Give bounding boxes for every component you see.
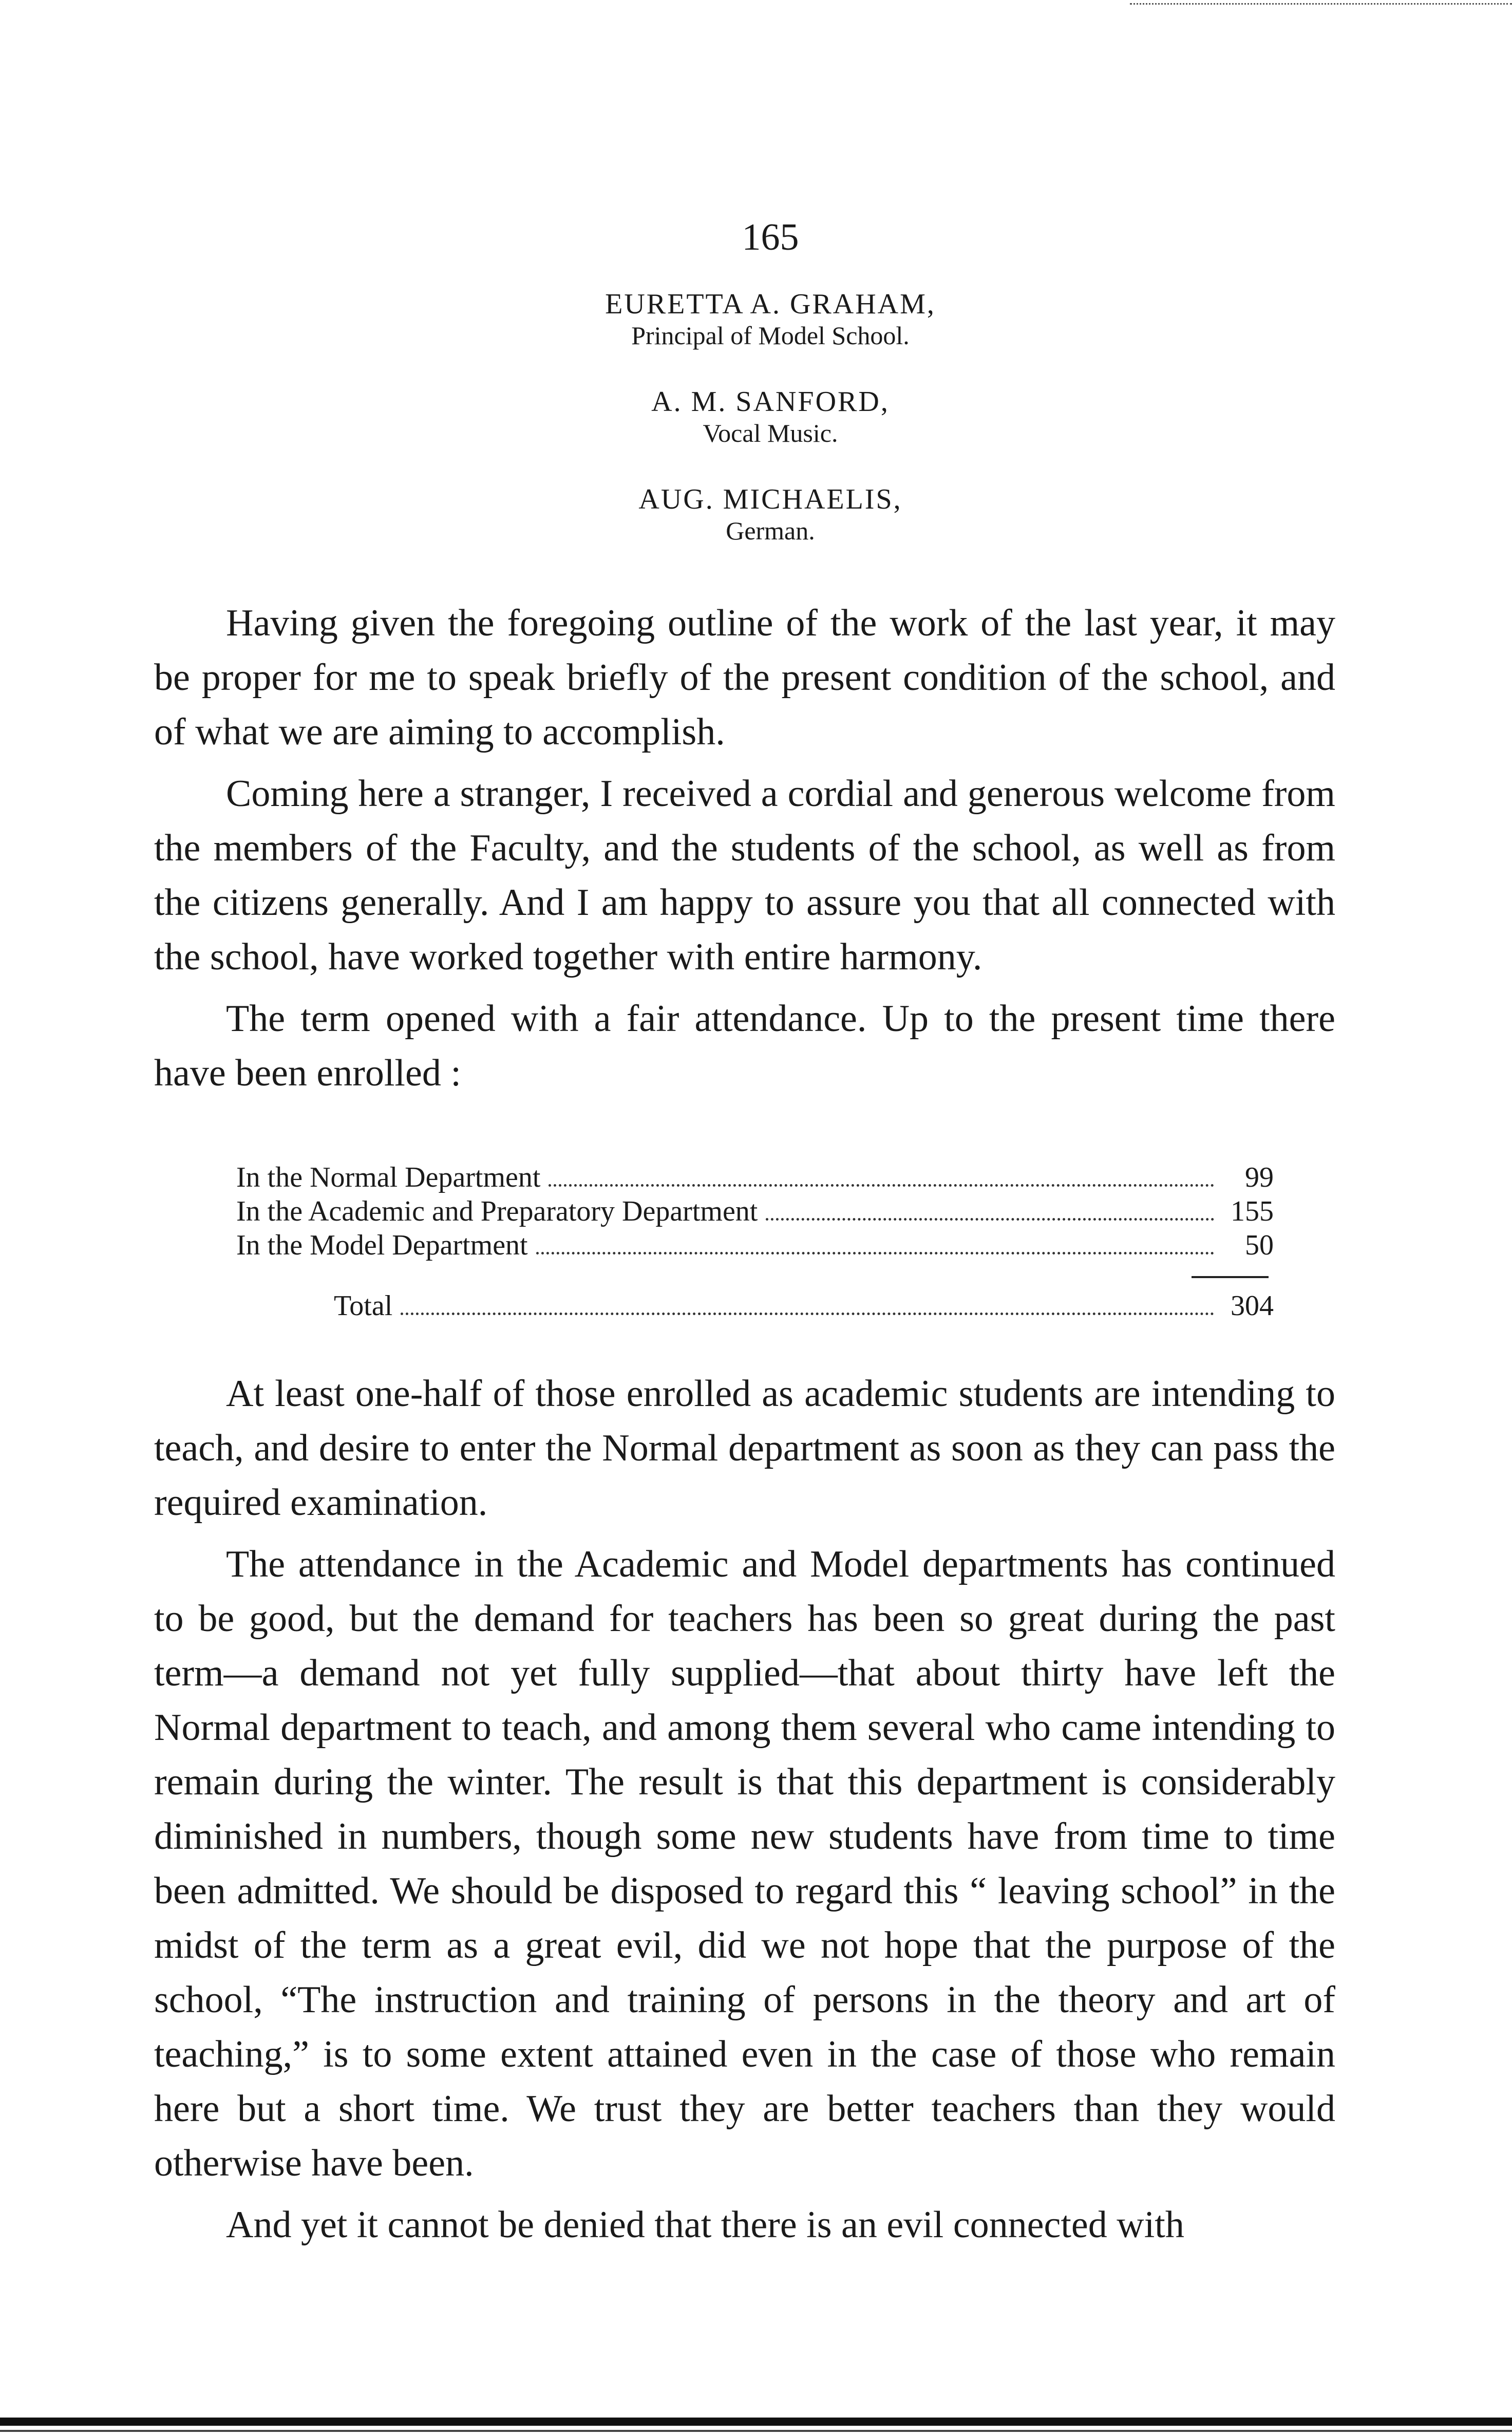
- body-text-upper: [154, 596, 1335, 1108]
- paragraph: At least one-half of those enrolled as academic students are intending to teach, and desire to enter the Normal department as soon as they can pass the required examination.: [154, 1373, 1335, 1524]
- enrollment-label: In the Normal Department: [236, 1162, 541, 1193]
- dot-leader: [766, 1218, 1214, 1221]
- staff-role: German.: [726, 516, 815, 545]
- staff-name: EURETTA A. GRAHAM,: [605, 288, 936, 320]
- body-text-lower: [154, 1366, 1335, 2259]
- enrollment-label: In the Model Department: [236, 1229, 528, 1261]
- enrollment-table: [236, 1161, 1274, 1323]
- dot-leader: [536, 1252, 1214, 1254]
- dot-leader: [549, 1184, 1214, 1187]
- enrollment-value: 155: [1231, 1195, 1274, 1227]
- total-rule: [1192, 1276, 1269, 1278]
- enrollment-row: [236, 1161, 1274, 1195]
- top-edge-rule: [1130, 3, 1512, 5]
- enrollment-value: 50: [1245, 1229, 1274, 1261]
- total-label: Total: [334, 1290, 393, 1322]
- total-value: 304: [1231, 1290, 1274, 1322]
- bottom-edge-rule-thin: [0, 2430, 1512, 2432]
- enrollment-total-row: [334, 1289, 1274, 1323]
- staff-entry-sanford: [411, 385, 1130, 448]
- paragraph: And yet it cannot be denied that there is an evil connected with: [226, 2204, 1184, 2246]
- staff-name: A. M. SANFORD,: [651, 386, 890, 418]
- enrollment-value: 99: [1245, 1162, 1274, 1193]
- staff-name: AUG. MICHAELIS,: [638, 483, 902, 515]
- page-number: 165: [742, 216, 799, 258]
- dot-leader: [401, 1313, 1214, 1315]
- paragraph: The term opened with a fair attendance. Up to the present time there have been enrolled :: [154, 998, 1335, 1094]
- paragraph: The attendance in the Academic and Model departments has continued to be good, but the demand for teachers has been so great during the past term—a demand not yet fully supplied—that about thirty have left the Normal department to teach, and among them several who came intending to remain during the winter. The result is that this department is considerably diminished in numbers, though some new students have from time to time been admitted. We should be disposed to regard this “ leaving school” in the midst of the term as a great evil, did we not hope that the purpose of the school, “The instruction and training of persons in the theory and art of teaching,” is to some extent attained even in the case of those who remain here but a short time. We trust they are better teachers than they would otherwise have been.: [154, 1543, 1335, 2184]
- staff-entry-graham: [411, 288, 1130, 350]
- enrollment-row: [236, 1229, 1274, 1263]
- paragraph: Having given the foregoing outline of the work of the last year, it may be proper for me to speak briefly of the present condition of the school, and of what we are aiming to accomplish.: [154, 602, 1335, 753]
- staff-entry-michaelis: [411, 483, 1130, 546]
- staff-role: Principal of Model School.: [631, 321, 910, 350]
- staff-role: Vocal Music.: [703, 419, 838, 447]
- bottom-edge-rule: [0, 2418, 1512, 2426]
- enrollment-row: [236, 1195, 1274, 1229]
- paragraph: Coming here a stranger, I received a cordial and generous welcome from the members of the Faculty, and the students of the school, as well as from the citizens generally. And I am happy to assure you that all connected with the school, have worked together with entire harmony.: [154, 773, 1335, 978]
- enrollment-label: In the Academic and Preparatory Department: [236, 1195, 758, 1227]
